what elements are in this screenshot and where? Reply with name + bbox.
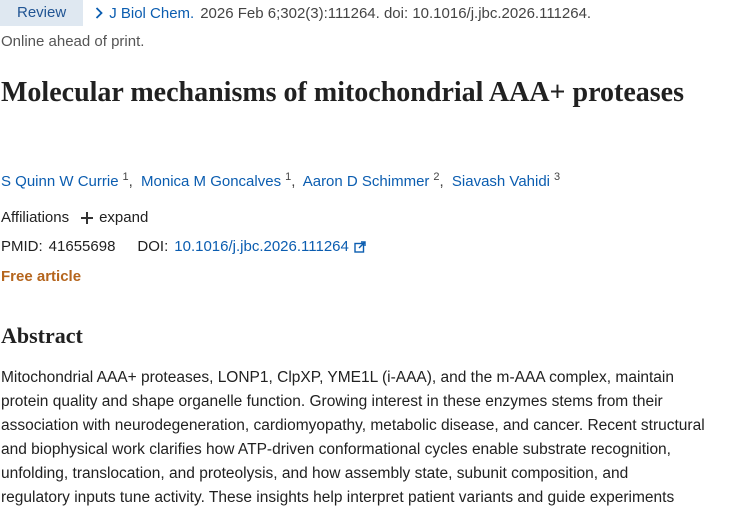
- expand-affiliations-button[interactable]: [69, 209, 148, 226]
- citation-row: [0, 0, 591, 26]
- pmid-label: PMID:: [1, 238, 43, 255]
- abstract-line: and biophysical work clarifies how ATP-driven conformational cycles enable substrate recognition,: [1, 441, 671, 458]
- online-status: Online ahead of print.: [1, 33, 145, 50]
- author-separator: ,: [439, 173, 444, 190]
- affiliation-number[interactable]: 1: [122, 171, 129, 183]
- author-link[interactable]: S Quinn W Currie: [1, 173, 119, 190]
- author-item: [452, 173, 560, 190]
- author-item: [141, 173, 303, 190]
- citation-text: 2026 Feb 6;302(3):111264. doi: 10.1016/j.jbc.2026.111264.: [200, 4, 592, 22]
- author-separator: ,: [128, 173, 133, 190]
- author-list: [1, 171, 560, 190]
- abstract-line: protein quality and shape organelle function. Growing interest in these enzymes stems from their: [1, 393, 663, 410]
- author-link[interactable]: Monica M Goncalves: [141, 173, 282, 190]
- external-link-icon[interactable]: [354, 241, 366, 253]
- author-separator: ,: [291, 173, 296, 190]
- chevron-right-icon: [95, 7, 103, 19]
- abstract-line: association with neurodegeneration, cardiomyopathy, metabolic disease, and cancer. Recent structural: [1, 417, 705, 434]
- journal-link[interactable]: J Biol Chem.: [109, 4, 195, 22]
- affiliations-label: Affiliations: [1, 209, 70, 226]
- affiliation-number[interactable]: 2: [433, 171, 440, 183]
- author-link[interactable]: Siavash Vahidi: [451, 173, 551, 190]
- abstract-line: Mitochondrial AAA+ proteases, LONP1, ClpXP, YME1L (i-AAA), and the m-AAA complex, maintain: [1, 369, 674, 386]
- article-title: Molecular mechanisms of mitochondrial AAA+ proteases: [1, 77, 684, 108]
- abstract-text: [1, 366, 750, 510]
- pmid-value: 41655698: [48, 238, 116, 255]
- abstract-heading: Abstract: [1, 323, 83, 348]
- doi-label: DOI:: [137, 238, 169, 255]
- plus-icon: [81, 212, 93, 224]
- doi-link[interactable]: 10.1016/j.jbc.2026.111264: [174, 238, 349, 255]
- abstract-line: unfolding, translocation, and proteolysis, and how assembly state, subunit composition, and: [1, 465, 629, 482]
- author-item: [1, 173, 141, 190]
- author-item: [303, 173, 452, 190]
- affiliation-number[interactable]: 1: [285, 171, 292, 183]
- identifiers-row: [1, 238, 366, 255]
- expand-label: expand: [99, 209, 149, 226]
- author-link[interactable]: Aaron D Schimmer: [302, 173, 430, 190]
- abstract-line: regulatory inputs tune activity. These insights help interpret patient variants and guide experiments: [1, 489, 675, 506]
- review-badge: Review: [0, 0, 83, 26]
- free-article-label: Free article: [1, 268, 82, 285]
- affiliations-row: [1, 209, 148, 226]
- affiliation-number[interactable]: 3: [554, 171, 561, 183]
